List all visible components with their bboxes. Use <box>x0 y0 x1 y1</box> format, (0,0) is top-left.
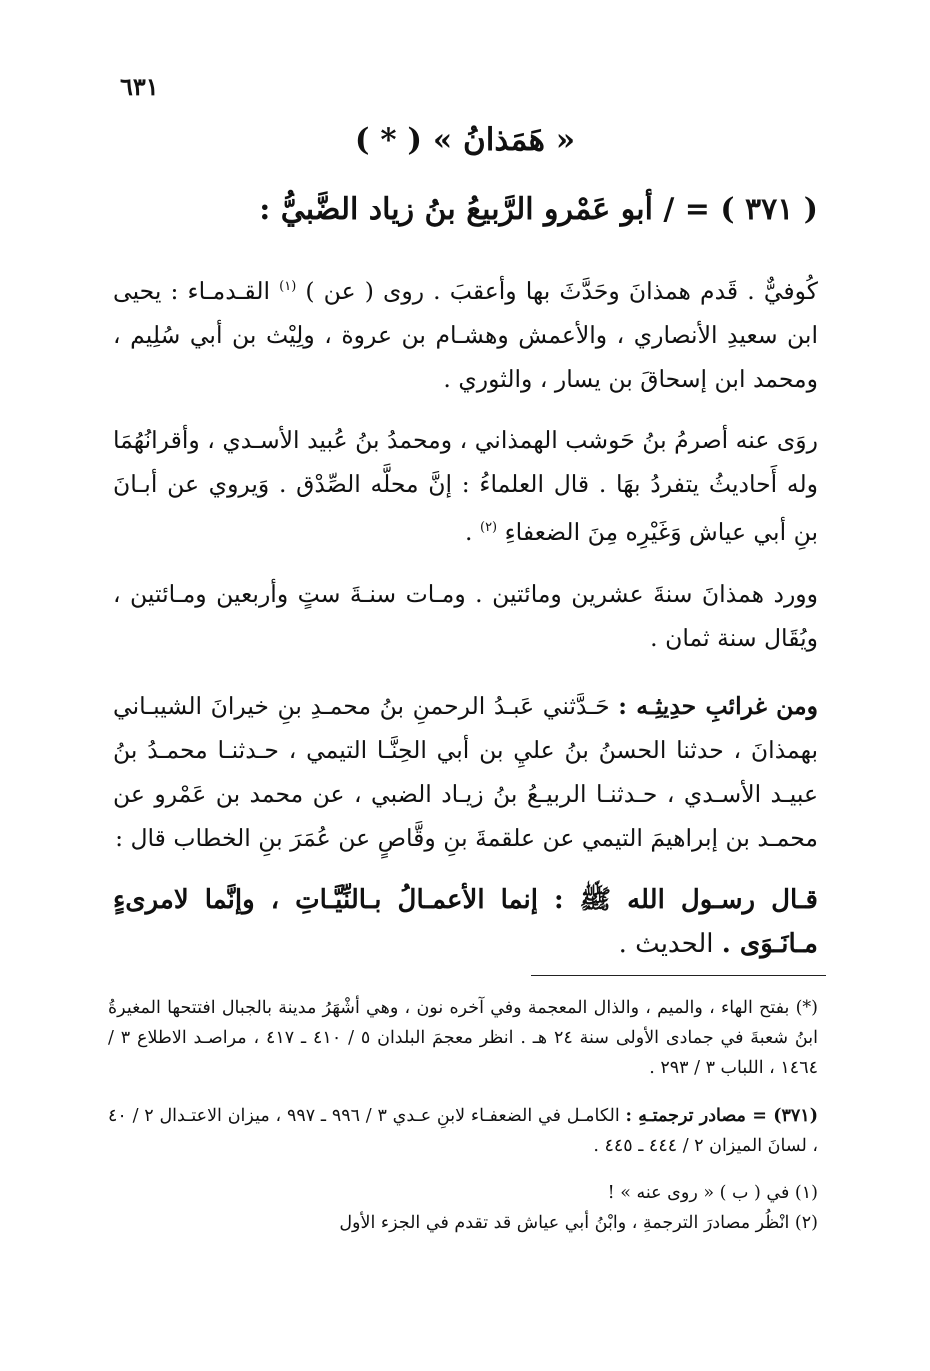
paragraph-narrators <box>113 418 818 554</box>
page-number: ٦٣١ <box>120 72 159 101</box>
paragraph-text: كُوفيٌّ . قَدم همذانَ وحَدَّثَ بها وأعقبَ . روى ( عن ) <box>305 276 818 305</box>
hadith-tail: الحديث . <box>618 929 714 959</box>
footnote-star: (*) بفتح الهاء ، والميم ، والذال المعجمة وفي آخره نون ، وهي أشْهَرُ مدينة بالجبال افتتحها المغيرةُ ابنُ شعبةَ في جمادى الأولى سنة ٢٤ هـ . انظر معجمَ البلدان ٥ / ٤١٠ ـ ٤١٧ ، مراصـد الاطلاع ٣ / ١٤٦٤ ، اللباب ٣ / ٢٩٣ . <box>108 998 818 1078</box>
paragraph-text: حَـدَّثني عَبـدُ الرحمنِ بنُ محمـدِ بنِ خيرانَ الشيبـاني بهمذانَ ، حدثنا الحسنُ بنُ عليِ بن أبي الحِنَّـا التيمي ، حـدثنـا محمـدُ بنُ عبيـد الأسـدي ، حـدثنـا الربيـعُ بنُ زيـاد الضبي ، عن محمد بن عَمْرو عن محمـد بن إبراهيمَ التيمي عن علقمةَ بنِ وقَّاصٍ عن عُمَرَ بنِ الخطاب قال : <box>113 692 818 852</box>
footnote-2: (٢) انْظُر مصادرَ الترجمةِ ، وابْنُ أبي عياش قد تقدم في الجزء الأول <box>339 1213 818 1233</box>
footnote-1: (١) في ( ب ) « روى عنه » ! <box>607 1183 818 1203</box>
paragraph-end: . <box>465 517 473 546</box>
hadith-lead: ومن غرائبِ حدِيثِـه : <box>618 692 818 720</box>
paragraph-biography <box>113 265 818 401</box>
footnote-ref-1: (١) <box>279 279 297 294</box>
paragraph-text: روَى عنه أصرمُ بنُ حَوشب الهمذاني ، ومحمدُ بنُ عُبيد الأسـدي ، وأقرانُهُمَا وله أَحاديثُ يتفردُ بهَا . قال العلماءُ : إنَّ محلَّه الصِّدْق . وَيروي عن أبـانَ بنِ أبي عياش وَغَيْرِه مِنَ الضعفاءِ <box>113 426 818 546</box>
footnote-divider <box>531 975 826 976</box>
footnote-entry-sources <box>108 1101 818 1161</box>
footnote-lead: (٣٧١) = مصادر ترجمتـهِ : <box>625 1106 818 1126</box>
paragraph-text: القـدمـاء : يحيى ابن سعيدِ الأنصاري ، والأعمش وهشـام بن عروة ، ولِيْث بن أبي سُلِيم ، ومحمد ابن إسحاقَ بن يسار ، والثوري . <box>113 276 818 393</box>
paragraph-hadith-text <box>113 878 818 966</box>
paragraph-hadith-chain <box>113 684 818 860</box>
hadith-quote: قـال رسـول الله ﷺ : إنما الأعمـالُ بـالنِّيَّـاتِ ، وإنَّما لامرىءٍ مـانَـوَى . <box>113 885 818 959</box>
footnote-ref-2: (٢) <box>479 520 498 535</box>
section-heading: « هَمَذانُ » ( * ) <box>354 122 576 158</box>
paragraph-dates: وورد همذانَ سنةَ عشرين ومائتين . ومـات سنـةَ ستٍ وأربعين ومـائتين ، ويُقَال سنة ثمان . <box>113 580 818 652</box>
footnote-text: الكامـل في الضعفـاء لابنِ عـدي ٣ / ٩٩٦ ـ ٩٩٧ ، ميزان الاعتـدال ٢ / ٤٠ ، لسانَ الميزان ٢ / ٤٤٤ ـ ٤٤٥ . <box>108 1106 818 1156</box>
entry-title: ( ٣٧١ ) = / أبو عَمْرو الرَّبيعُ بنُ زياد الضَّبيُّ : <box>259 192 818 227</box>
